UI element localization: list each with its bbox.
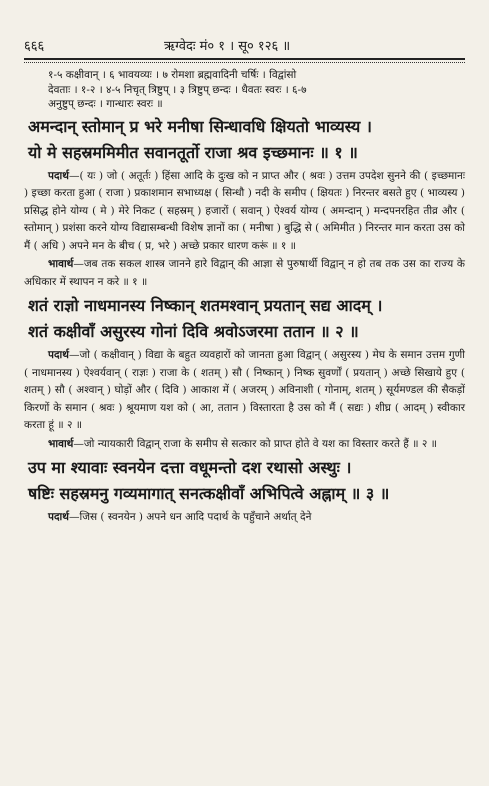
- padartha-text: —जो ( कक्षीवान् ) विद्या के बहुत व्यवहारों को जानता हुआ विद्वान् ( असुरस्य ) मेघ के समान उत्तम गुणी ( नाधमानस्य ) ऐश्वर्यवान् ( राज्ञः ) राजा के ( शतम् ) सौ ( निष्कान् ) निष्क सुवर्णों ( प्रयतान् ) अच्छे सिखाये हुए ( शतम् ) सौ ( अश्वान् ) घोड़ों और ( दिवि ) आकाश में ( अजरम् ) अविनाशी ( गोनाम्, शतम् ) सूर्यमण्डल की सैकड़ों किरणों के समान ( श्रवः ) श्रूयमाण यश को ( आ, ततान ) विस्तारता है उस को मैं ( सद्यः ) शीघ्र ( आदम् ) स्वीकार करता हूं ॥ २ ॥: [24, 349, 465, 431]
- mantra-3: [28, 455, 465, 507]
- metadata-line: देवताः । १-२ । ४-५ निचृत् त्रिष्टुप् । ३ त्रिष्टुप् छन्दः । धैवतः स्वरः । ६-७: [48, 83, 307, 96]
- bhavartha-label: भावार्थ: [48, 258, 74, 270]
- page-body: [24, 68, 465, 527]
- mantra-line: यो मे सहस्रममिमीत सवानतूर्तो राजा श्रव इच्छमानः ॥ १ ॥: [28, 142, 358, 162]
- header-rule: [24, 58, 465, 60]
- mantra-1: [28, 114, 465, 166]
- mantra-line: शतं राज्ञो नाधमानस्य निष्कान् शतमश्वान् प्रयतान् सद्य आदम् ।: [28, 296, 383, 315]
- padartha-3: [24, 509, 465, 527]
- mantra-line: अमन्दान् स्तोमान् प्र भरे मनीषा सिन्धावधि क्षियतो भाव्यस्य ।: [28, 116, 372, 136]
- page-number: ६६६: [24, 39, 45, 54]
- bhavartha-text: —जो न्यायकारी विद्वान् राजा के समीप से सत्कार को प्राप्त होते वे यश का विस्तार करते हैं ॥ २ ॥: [73, 437, 437, 450]
- metadata-line: अनुष्टुप् छन्दः । गान्धारः स्वरः ॥: [48, 98, 163, 110]
- bhavartha-text: —जब तक सकल शास्त्र जानने हारे विद्वान् की आज्ञा से पुरुषार्थी विद्वान् न हो तब तक उस का राज्य के अधिकार में स्थापन न करे ॥ १ ॥: [24, 258, 465, 288]
- bhavartha-1: [24, 256, 465, 291]
- hymn-metadata: [24, 68, 465, 112]
- padartha-label: पदार्थ: [48, 511, 69, 523]
- header-dotted-rule: [24, 62, 465, 63]
- mantra-line: षष्टिः सहस्रमनु गव्यमागात् सनत्कक्षीवाँ अभिपित्वे अह्नाम् ॥ ३ ॥: [28, 484, 390, 503]
- page-header: [24, 36, 465, 54]
- bhavartha-label: भावार्थ: [48, 437, 74, 450]
- metadata-line: १-५ कक्षीवान् । ६ भावयव्यः । ७ रोमशा ब्रह्मवादिनी चर्षिः । विद्वांसो: [48, 69, 297, 81]
- padartha-2: [24, 347, 465, 435]
- padartha-1: [24, 168, 465, 256]
- mantra-2: [28, 293, 465, 345]
- mantra-line: शतं कक्षीवाँ असुरस्य गोनां दिवि श्रवोऽजरमा ततान ॥ २ ॥: [28, 322, 359, 341]
- padartha-text: —जिस ( स्वनयेन ) अपने धन आदि पदार्थ के पहुँचाने अर्थात् देने: [68, 511, 312, 523]
- running-title: ऋग्वेदः मं० १ । सू० १२६ ॥: [164, 39, 291, 54]
- padartha-label: पदार्थ: [48, 169, 69, 182]
- bhavartha-2: [24, 436, 465, 454]
- padartha-label: पदार्थ: [48, 349, 69, 361]
- mantra-line: उप मा श्यावाः स्वनयेन दत्ता वधूमन्तो दश रथासो अस्थुः ।: [28, 458, 352, 477]
- padartha-text: —( यः ) जो ( अतूर्तः ) हिंसा आदि के दुःख को न प्राप्त और ( श्रवः ) उत्तम उपदेश सुनने की ( इच्छमानः ) इच्छा करता हुआ ( राजा ) प्रकाशमान सभाध्यक्ष ( सिन्धौ ) नदी के समीप ( क्षियतः ) निरन्तर बसते हुए ( भाव्यस्य ) प्रसिद्ध होने योग्य ( मे ) मेरे निकट ( सहस्रम् ) हजारों ( सवान् ) ऐश्वर्य योग्य ( अमन्दान् ) मन्दपनरहित तीव्र और ( स्तोमान् ) प्रशंसा करने योग्य विद्यासम्बन्धी विशेष ज्ञानों का ( मनीषा ) बुद्धि से ( अमिमीत ) निरन्तर मान करता उस को मैं ( अधि ) अपने मन के बीच ( प्र, भरे ) अच्छे प्रकार धारण करूं ॥ १ ॥: [24, 169, 465, 252]
